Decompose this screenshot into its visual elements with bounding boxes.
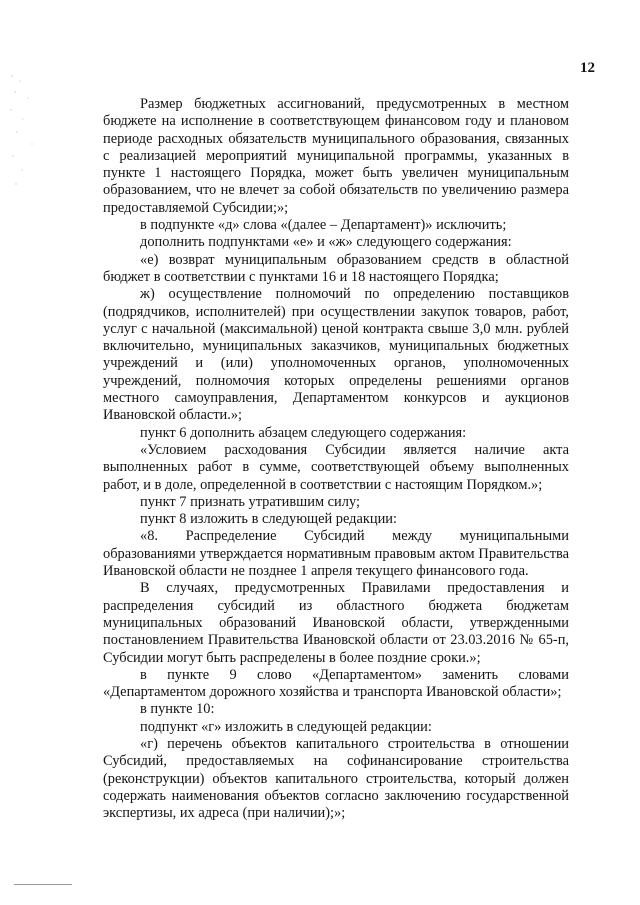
scan-artifact-line <box>14 884 72 885</box>
paragraph-subitem-g-intro: подпункт «г» изложить в следующей редакции: <box>140 718 432 735</box>
paragraph-budget-size: Размер бюджетных ассигнований, предусмотренных в местном бюджете на исполнение в соответствующем финансовом году и плановом периоде расходных обязательств муниципального образования, связанных с реализацией мероприятий муниципальной программы, указанных в пункте 1 настоящего Порядка, может быть увеличен муниципальным образованием, что не влечет за собой обязательств по увеличению размера предоставляемой Субсидии;»; <box>103 96 569 216</box>
scan-noise <box>8 72 48 192</box>
paragraph-add-subitems: дополнить подпунктами «е» и «ж» следующего содержания: <box>140 234 512 251</box>
paragraph-subitem-g: «г) перечень объектов капитального строительства в отношении Субсидий, предоставляемых на софинансирование строительства (реконструкции) объектов капитального строительства, который должен содержать наименования объектов согласно заключению государственной экспертизы, их адреса (при наличии);»; <box>103 735 569 822</box>
paragraph-condition: «Условием расходования Субсидии является наличие акта выполненных работ в сумме, соответствующей объему выполненных работ, и в доле, определенной в соответствии с настоящим Порядком.»; <box>103 441 569 493</box>
paragraph-point-8: пункт 8 изложить в следующей редакции: <box>140 511 397 528</box>
paragraph-subitem-d: в подпункте «д» слова «(далее – Департамент)» исключить; <box>140 217 507 234</box>
paragraph-point-10: в пункте 10: <box>140 701 215 718</box>
paragraph-point-6: пункт 6 дополнить абзацем следующего содержания: <box>140 424 467 441</box>
document-body <box>103 96 569 822</box>
paragraph-distribution: «8. Распределение Субсидий между муниципальными образованиями утверждается нормативным правовым актом Правительства Ивановской области не позднее 1 апреля текущего финансового года. <box>103 528 569 580</box>
paragraph-subitem-zh: ж) осуществление полномочий по определению поставщиков (подрядчиков, исполнителей) при осуществлении закупок товаров, работ, услуг с начальной (максимальной) ценой контракта свыше 3,0 млн. рублей включительно, муниципальных заказчиков, муниципальных бюджетных учреждений и (или) уполномоченных органов, уполномоченных учреждений, полномочия которых определены решениями органов местного самоуправления, Департаментом конкурсов и аукционов Ивановской области.»; <box>103 286 569 424</box>
paragraph-point-7: пункт 7 признать утратившим силу; <box>140 493 360 510</box>
page-number: 12 <box>580 60 595 76</box>
paragraph-cases: В случаях, предусмотренных Правилами предоставления и распределения субсидий из областного бюджета бюджетам муниципальных образований Ивановской области, утвержденными постановлением Правительства Ивановской области от 23.03.2016 № 65-п, Субсидии могут быть распределены в более поздние сроки.»; <box>103 580 569 666</box>
paragraph-point-9: в пункте 9 слово «Департаментом» заменить словами «Департаментом дорожного хозяйства и транспорта Ивановской области»; <box>103 666 569 701</box>
paragraph-subitem-e: «е) возврат муниципальным образованием средств в областной бюджет в соответствии с пунктами 16 и 18 настоящего Порядка; <box>103 251 569 285</box>
